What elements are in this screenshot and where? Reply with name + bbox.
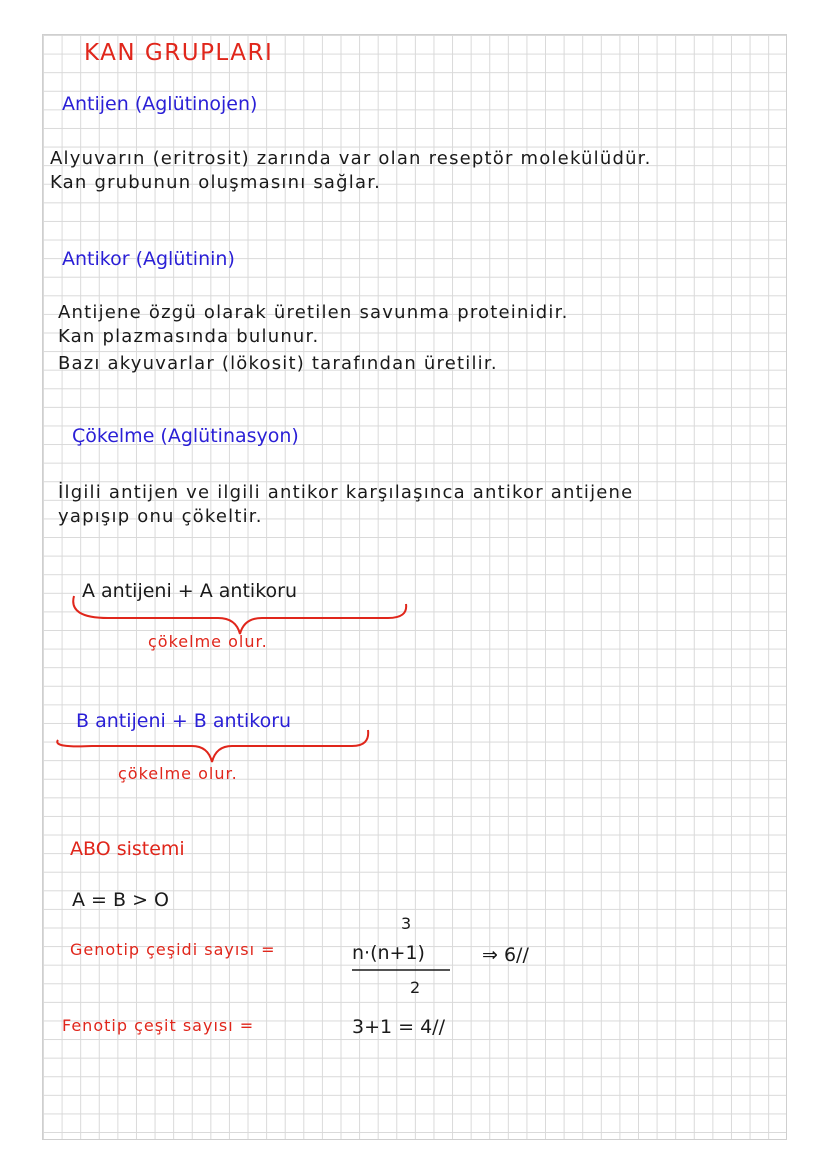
page-title: KAN GRUPLARI: [84, 40, 274, 66]
antikor-line-3: Bazı akyuvarlar (lökosit) tarafından üretilir.: [58, 353, 498, 374]
example-b-result: çökelme olur.: [118, 764, 238, 783]
example-b-brace: [52, 726, 382, 766]
abo-dominance: A = B > O: [72, 889, 169, 911]
section-heading-antijen: Antijen (Aglütinojen): [62, 93, 258, 115]
example-b-expression: B antijeni + B antikoru: [76, 710, 292, 732]
antikor-line-2: Kan plazmasında bulunur.: [58, 326, 320, 347]
phenotype-formula: 3+1 = 4//: [352, 1016, 445, 1038]
section-heading-cokelme: Çökelme (Aglütinasyon): [72, 425, 299, 447]
example-a-brace: [68, 596, 413, 636]
example-a-result: çökelme olur.: [148, 632, 268, 651]
genotype-denominator: 2: [410, 978, 422, 997]
genotype-formula: n·(n+1): [352, 942, 425, 964]
antijen-line-2: Kan grubunun oluşmasını sağlar.: [50, 172, 382, 193]
example-a-expression: A antijeni + A antikoru: [82, 580, 297, 602]
genotype-n-value: 3: [401, 914, 413, 933]
antikor-line-1: Antijene özgü olarak üretilen savunma proteinidir.: [58, 302, 569, 323]
fraction-bar: [352, 968, 452, 972]
antijen-line-1: Alyuvarın (eritrosit) zarında var olan reseptör molekülüdür.: [50, 148, 652, 169]
cokelme-line-1: İlgili antijen ve ilgili antikor karşılaşınca antikor antijene: [58, 482, 634, 503]
phenotype-label: Fenotip çeşit sayısı =: [62, 1016, 255, 1035]
abo-heading: ABO sistemi: [70, 838, 185, 860]
genotype-label: Genotip çeşidi sayısı =: [70, 940, 276, 959]
section-heading-antikor: Antikor (Aglütinin): [62, 248, 235, 270]
cokelme-line-2: yapışıp onu çökeltir.: [58, 506, 263, 527]
genotype-result: ⇒ 6//: [482, 944, 529, 966]
